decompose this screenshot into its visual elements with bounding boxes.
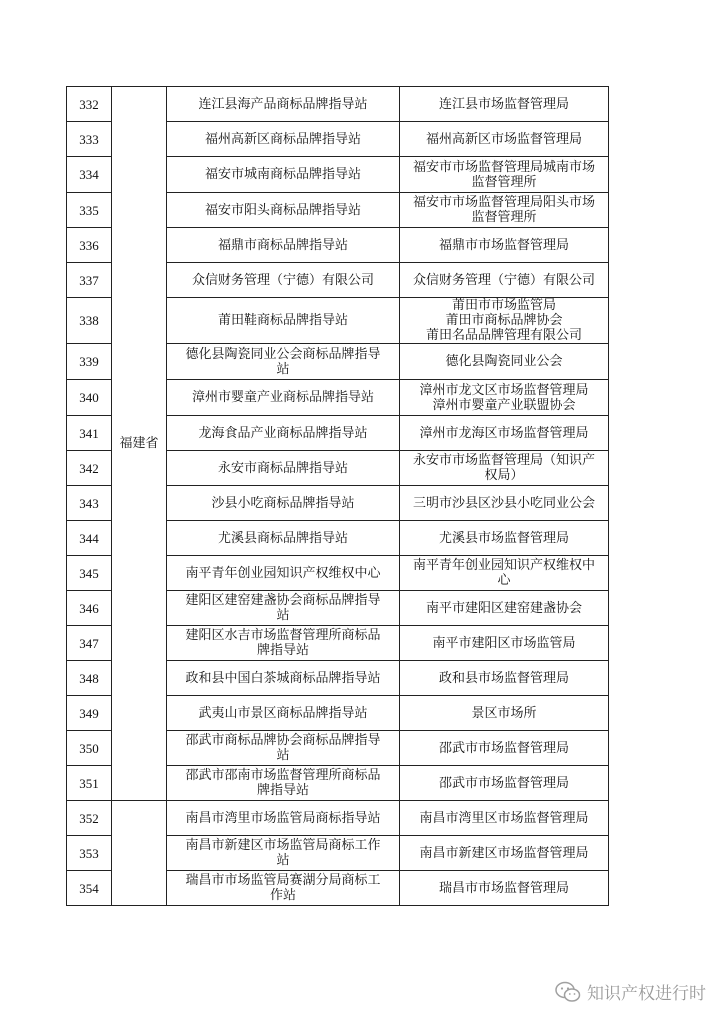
row-number: 348 <box>67 661 112 696</box>
responsible-organization: 众信财务管理（宁德）有限公司 <box>400 263 609 298</box>
row-number: 337 <box>67 263 112 298</box>
responsible-organization: 南昌市湾里区市场监督管理局 <box>400 801 609 836</box>
responsible-organization: 福安市市场监督管理局城南市场 监督管理所 <box>400 157 609 193</box>
row-number: 344 <box>67 521 112 556</box>
row-number: 354 <box>67 871 112 906</box>
station-name: 福州高新区商标品牌指导站 <box>167 122 400 157</box>
responsible-organization: 三明市沙县区沙县小吃同业公会 <box>400 486 609 521</box>
row-number: 336 <box>67 228 112 263</box>
station-name: 建阳区建窑建盏协会商标品牌指导 站 <box>167 591 400 626</box>
station-name: 南平青年创业园知识产权维权中心 <box>167 556 400 591</box>
row-number: 353 <box>67 836 112 871</box>
station-name: 漳州市婴童产业商标品牌指导站 <box>167 380 400 416</box>
station-name: 众信财务管理（宁德）有限公司 <box>167 263 400 298</box>
responsible-organization: 邵武市市场监督管理局 <box>400 766 609 801</box>
province-cell: 福建省 <box>112 87 167 801</box>
station-name: 瑞昌市市场监管局赛湖分局商标工 作站 <box>167 871 400 906</box>
row-number: 332 <box>67 87 112 122</box>
row-number: 334 <box>67 157 112 193</box>
station-name: 莆田鞋商标品牌指导站 <box>167 298 400 344</box>
station-name: 南昌市新建区市场监管局商标工作 站 <box>167 836 400 871</box>
wechat-logo-icon <box>555 981 581 1003</box>
responsible-organization: 瑞昌市市场监督管理局 <box>400 871 609 906</box>
station-name: 邵武市商标品牌协会商标品牌指导 站 <box>167 731 400 766</box>
responsible-organization: 福安市市场监督管理局阳头市场 监督管理所 <box>400 193 609 228</box>
responsible-organization: 福鼎市市场监督管理局 <box>400 228 609 263</box>
watermark-text: 知识产权进行时 <box>587 984 706 1004</box>
row-number: 340 <box>67 380 112 416</box>
station-name: 建阳区水吉市场监督管理所商标品 牌指导站 <box>167 626 400 661</box>
responsible-organization: 漳州市龙文区市场监督管理局 漳州市婴童产业联盟协会 <box>400 380 609 416</box>
responsible-organization: 德化县陶瓷同业公会 <box>400 344 609 380</box>
station-name: 政和县中国白茶城商标品牌指导站 <box>167 661 400 696</box>
responsible-organization: 连江县市场监督管理局 <box>400 87 609 122</box>
row-number: 349 <box>67 696 112 731</box>
row-number: 339 <box>67 344 112 380</box>
station-name: 连江县海产品商标品牌指导站 <box>167 87 400 122</box>
row-number: 342 <box>67 451 112 486</box>
row-number: 346 <box>67 591 112 626</box>
row-number: 343 <box>67 486 112 521</box>
station-name: 福安市阳头商标品牌指导站 <box>167 193 400 228</box>
responsible-organization: 南昌市新建区市场监督管理局 <box>400 836 609 871</box>
table-row <box>67 87 609 122</box>
row-number: 335 <box>67 193 112 228</box>
table-body <box>67 87 609 906</box>
responsible-organization: 福州高新区市场监督管理局 <box>400 122 609 157</box>
responsible-organization: 漳州市龙海区市场监督管理局 <box>400 416 609 451</box>
province-cell <box>112 801 167 906</box>
station-name: 福鼎市商标品牌指导站 <box>167 228 400 263</box>
row-number: 350 <box>67 731 112 766</box>
station-name: 龙海食品产业商标品牌指导站 <box>167 416 400 451</box>
responsible-organization: 南平市建阳区市场监管局 <box>400 626 609 661</box>
station-name: 永安市商标品牌指导站 <box>167 451 400 486</box>
station-name: 南昌市湾里市场监管局商标指导站 <box>167 801 400 836</box>
station-name: 沙县小吃商标品牌指导站 <box>167 486 400 521</box>
responsible-organization: 景区市场所 <box>400 696 609 731</box>
responsible-organization: 永安市市场监督管理局（知识产 权局） <box>400 451 609 486</box>
row-number: 345 <box>67 556 112 591</box>
row-number: 347 <box>67 626 112 661</box>
responsible-organization: 政和县市场监督管理局 <box>400 661 609 696</box>
watermark <box>555 979 706 1004</box>
responsible-organization: 邵武市市场监督管理局 <box>400 731 609 766</box>
station-name: 尤溪县商标品牌指导站 <box>167 521 400 556</box>
table-row <box>67 801 609 836</box>
row-number: 351 <box>67 766 112 801</box>
responsible-organization: 尤溪县市场监督管理局 <box>400 521 609 556</box>
responsible-organization: 南平青年创业园知识产权维权中 心 <box>400 556 609 591</box>
row-number: 338 <box>67 298 112 344</box>
responsible-organization: 南平市建阳区建窑建盏协会 <box>400 591 609 626</box>
row-number: 341 <box>67 416 112 451</box>
brand-station-table <box>66 86 609 906</box>
station-name: 邵武市邵南市场监督管理所商标品 牌指导站 <box>167 766 400 801</box>
station-name: 武夷山市景区商标品牌指导站 <box>167 696 400 731</box>
responsible-organization: 莆田市市场监管局 莆田市商标品牌协会 莆田名品品牌管理有限公司 <box>400 298 609 344</box>
row-number: 352 <box>67 801 112 836</box>
row-number: 333 <box>67 122 112 157</box>
station-name: 福安市城南商标品牌指导站 <box>167 157 400 193</box>
station-name: 德化县陶瓷同业公会商标品牌指导 站 <box>167 344 400 380</box>
